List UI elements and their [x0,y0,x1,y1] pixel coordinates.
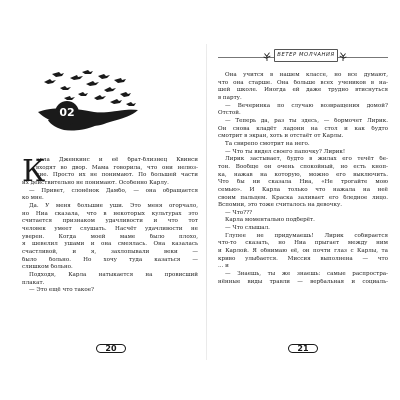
left-page [22,44,198,360]
text-line: ... и [218,263,229,270]
text-line: кие. Просто их не понимают. По большей части [36,172,198,179]
text-line: но Ниа сказала, что в некоторых культурах это [22,210,198,217]
text-line: Она учится в нашем классе, но все думают, [225,72,388,78]
right-page [218,44,388,360]
text-line: арла Дженкинс и её брат-близнец Квинси [36,157,198,163]
text-line: считается признаком удачливости и что тот [22,218,198,225]
text-line: ко мне. [22,195,44,202]
text-line: Да. У меня большие уши. Это меня огорчало, [29,202,198,209]
text-line: — Теперь да, раз ты здесь, — бормочет Лирик. [225,117,388,124]
text-line: криво улыбается. Миссия выполнена — что [218,255,388,262]
text-line: Он снова кладёт ладони на стол и как будто [218,125,388,132]
text-line: тон. Вообще он очень спокойный, но есть кноп- [218,163,388,170]
text-line: Карла моментально подберёт. [225,217,315,224]
page-number: 21 [286,343,320,354]
text-line: человек умеет слушать. Насчёт удачливости не [22,225,198,232]
right-page-text [218,72,388,286]
text-line: — Что ты видел своего папочку? Лирик! [225,148,346,155]
text-line: — Что слышал. [225,225,270,232]
text-line: счастливой, и я, захлопывали веки — [22,248,198,255]
text-line: Лирик застывает, будто в жилах его течёт бе- [225,156,388,163]
book-gutter [206,44,207,360]
text-line: Та свирепо смотрит на него. [225,140,310,147]
text-line: нённые виды травли — вербальная и социаль- [218,278,388,285]
crow-flock-illustration [34,68,144,138]
text-line: плакат. [22,279,45,286]
text-line: я шевелил ушами и она смеялась. Она казалась [22,241,198,248]
text-line: — Вечеринка по случаю возвращения домой? [225,102,388,109]
text-line: входят во двор. Мама говорила, что они нелюз- [36,164,198,171]
drop-cap: К [22,154,46,189]
text-line: — Что??? [225,209,253,216]
bare-tree-icon [338,51,348,61]
text-line: Подходя, Карла натыкается на провисший [29,271,198,278]
text-line: Глупее не придумаешь! Лирик собирается [225,232,388,239]
text-line: своим пальцем. Краска заливает его бледное лицо. [218,194,388,201]
text-line: смотрит в экран, хоть и отстаёт от Карлы. [218,133,344,140]
text-line: — Это ещё что такое? [29,287,95,294]
page-number: 20 [94,343,128,354]
running-header-title: ВЕТЕР МОЛЧАНИЯ [274,49,338,62]
text-line: ка, нажав на которую, можно его выключить. [218,171,388,178]
text-line: Отстой. [218,110,241,117]
text-line: семью». И Карла только что нажала на неё [218,186,388,193]
text-line: было больно. Но хочу туда казаться — [22,256,198,263]
text-line: их действительно не понимают. Особенно Карлу. [22,179,169,186]
text-line: уверен. Когда моей маме было плохо, [22,233,198,240]
book-spread [10,44,388,360]
text-line: Что бы ни сказала Ниа, «Не трогайте мою [218,179,388,186]
left-page-text [22,154,198,295]
text-line: и Карлой. Я обнимаю её, он почти глаз с Карлы, та [218,248,388,255]
bare-tree-icon [262,51,272,61]
text-line: в парту. [218,94,242,101]
running-header [218,48,388,62]
text-line: что-то сказать, но Ниа прыгает между ним [218,240,388,247]
text-line: что она старше. Она больше всех учеников в на- [218,79,388,86]
text-line: — Знаешь, ты же знаешь: самые распростра- [225,271,388,278]
text-line: шей школе. Иногда ей даже трудно втиснуться [218,87,388,94]
text-line: Вспомни, это тоже считалось на девочку. [218,202,343,209]
text-line: — Привет, слонёнок Дамбо, — она обращается [29,187,198,194]
text-line: слишком больно. [22,264,73,271]
chapter-number: 02 [55,101,79,125]
